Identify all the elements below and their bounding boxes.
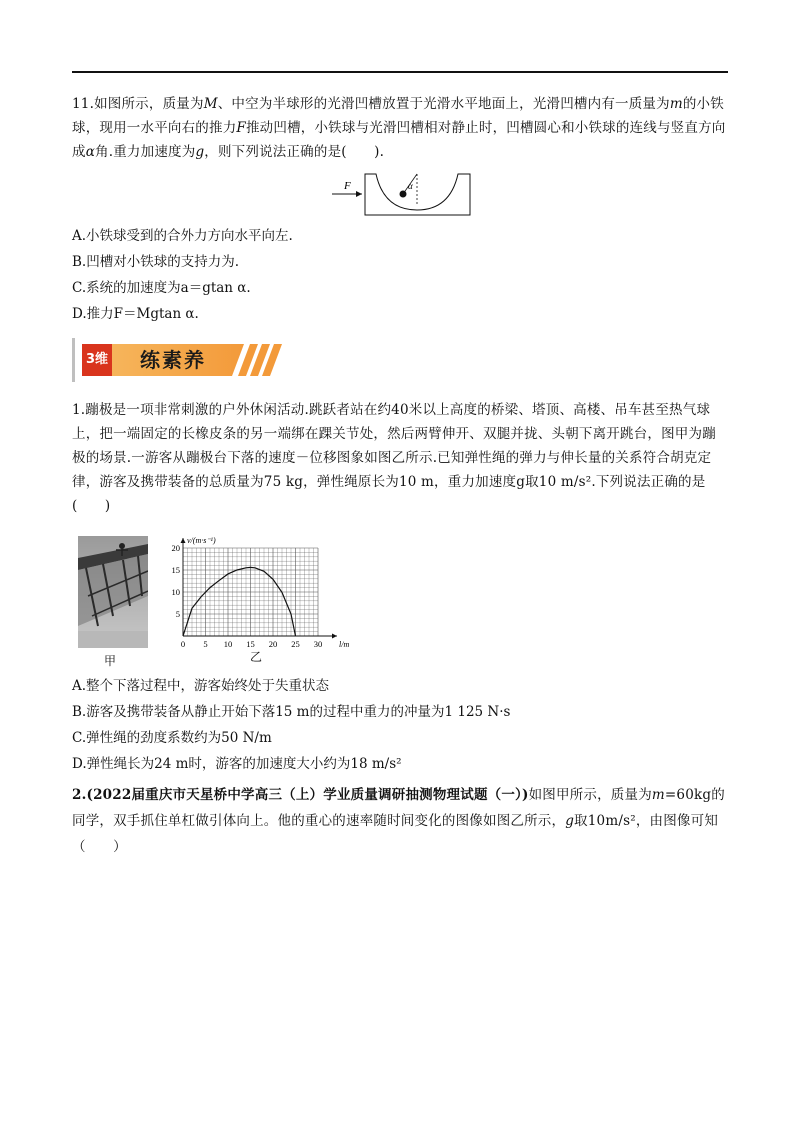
q11-option-b: B.凹槽对小铁球的支持力为. <box>72 254 240 270</box>
q11-option-d: D.推力F＝Mgtan α. <box>72 306 199 322</box>
x-tick-label: 5 <box>203 639 208 649</box>
q1-option-b: B.游客及携带装备从静止开始下落15 m的过程中重力的冲量为1 125 N·s <box>72 704 511 720</box>
x-tick-label: 0 <box>180 639 186 649</box>
x-tick-label: 30 <box>313 639 323 649</box>
velocity-curve <box>183 567 296 636</box>
header-rule <box>72 71 728 73</box>
y-axis-label: v/(m·s⁻¹) <box>187 536 216 545</box>
x-axis-label: l/m <box>339 640 350 649</box>
groove-body <box>365 174 470 215</box>
banner-title: 练素养 <box>140 348 206 372</box>
x-tick-label: 10 <box>223 639 233 649</box>
y-tick-label: 20 <box>171 543 180 553</box>
y-tick-label: 5 <box>175 609 180 619</box>
groove-figure <box>330 168 475 220</box>
x-tick-label: 15 <box>246 639 255 649</box>
q1-option-c: C.弹性绳的劲度系数约为50 N/m <box>72 730 272 746</box>
photo-caption: 甲 <box>104 654 117 668</box>
y-axis-arrow <box>181 538 186 543</box>
x-tick-label: 20 <box>268 639 278 649</box>
x-tick-label: 25 <box>291 639 300 649</box>
q11-number: 11. <box>72 96 95 112</box>
q11-option-a: A.小铁球受到的合外力方向水平向左. <box>72 228 293 244</box>
chart-caption: 乙 <box>250 650 263 664</box>
force-label: F <box>344 180 351 192</box>
q1-option-a: A.整个下落过程中，游客始终处于失重状态 <box>72 678 330 694</box>
velocity-displacement-chart <box>165 534 350 659</box>
q11-stem: 11.如图所示，质量为M、中空为半球形的光滑凹槽放置于光滑水平地面上，光滑凹槽内有一质量为m的小铁球，现用一水平向右的推力F推动凹槽，小铁球与光滑凹槽相对静止时，凹槽圆心和小铁球的连线与竖直方向成α角.重力加速度为g，则下列说法正确的是( ). <box>72 96 726 160</box>
banner-badge: 3维 <box>82 344 112 376</box>
q1-option-d: D.弹性绳长为24 m时，游客的加速度大小约为18 m/s² <box>72 756 402 772</box>
iron-ball <box>400 191 407 198</box>
banner-stripe-graphic <box>112 344 282 376</box>
q2-source: 2.(2022届重庆市天星桥中学高三（上）学业质量调研抽测物理试题（一）) <box>72 787 529 803</box>
q2-stem: 2.(2022届重庆市天星桥中学高三（上）学业质量调研抽测物理试题（一）)如图甲所示，质量为m=60kg的同学，双手抓住单杠做引体向上。他的重心的速率随时间变化的图像如图乙所示，g取10m/s²，由图像可知（ ） <box>72 787 725 855</box>
q1-stem: 1.蹦极是一项非常刺激的户外休闲活动.跳跃者站在约40米以上高度的桥梁、塔顶、高楼、吊车甚至热气球上，把一端固定的长橡皮条的另一端绑在踝关节处，然后两臂伸开、双腿并拢、头朝下离开跳台，图甲为蹦极的场景.一游客从蹦极台下落的速度－位移图象如图乙所示.已知弹性绳的弹力与伸长量的关系符合胡克定律，游客及携带装备的总质量为75 kg，弹性绳原长为10 m，重力加速度g取10 m/s².下列说法正确的是( ) <box>72 402 716 514</box>
q11-option-c: C.系统的加速度为a＝gtan α. <box>72 280 251 296</box>
x-axis-arrow <box>332 634 337 639</box>
bungee-photo <box>78 536 148 648</box>
y-tick-label: 15 <box>171 565 180 575</box>
banner-side-line <box>72 338 75 382</box>
alpha-label: α <box>408 181 413 191</box>
y-tick-label: 10 <box>171 587 180 597</box>
section-banner <box>72 338 272 382</box>
